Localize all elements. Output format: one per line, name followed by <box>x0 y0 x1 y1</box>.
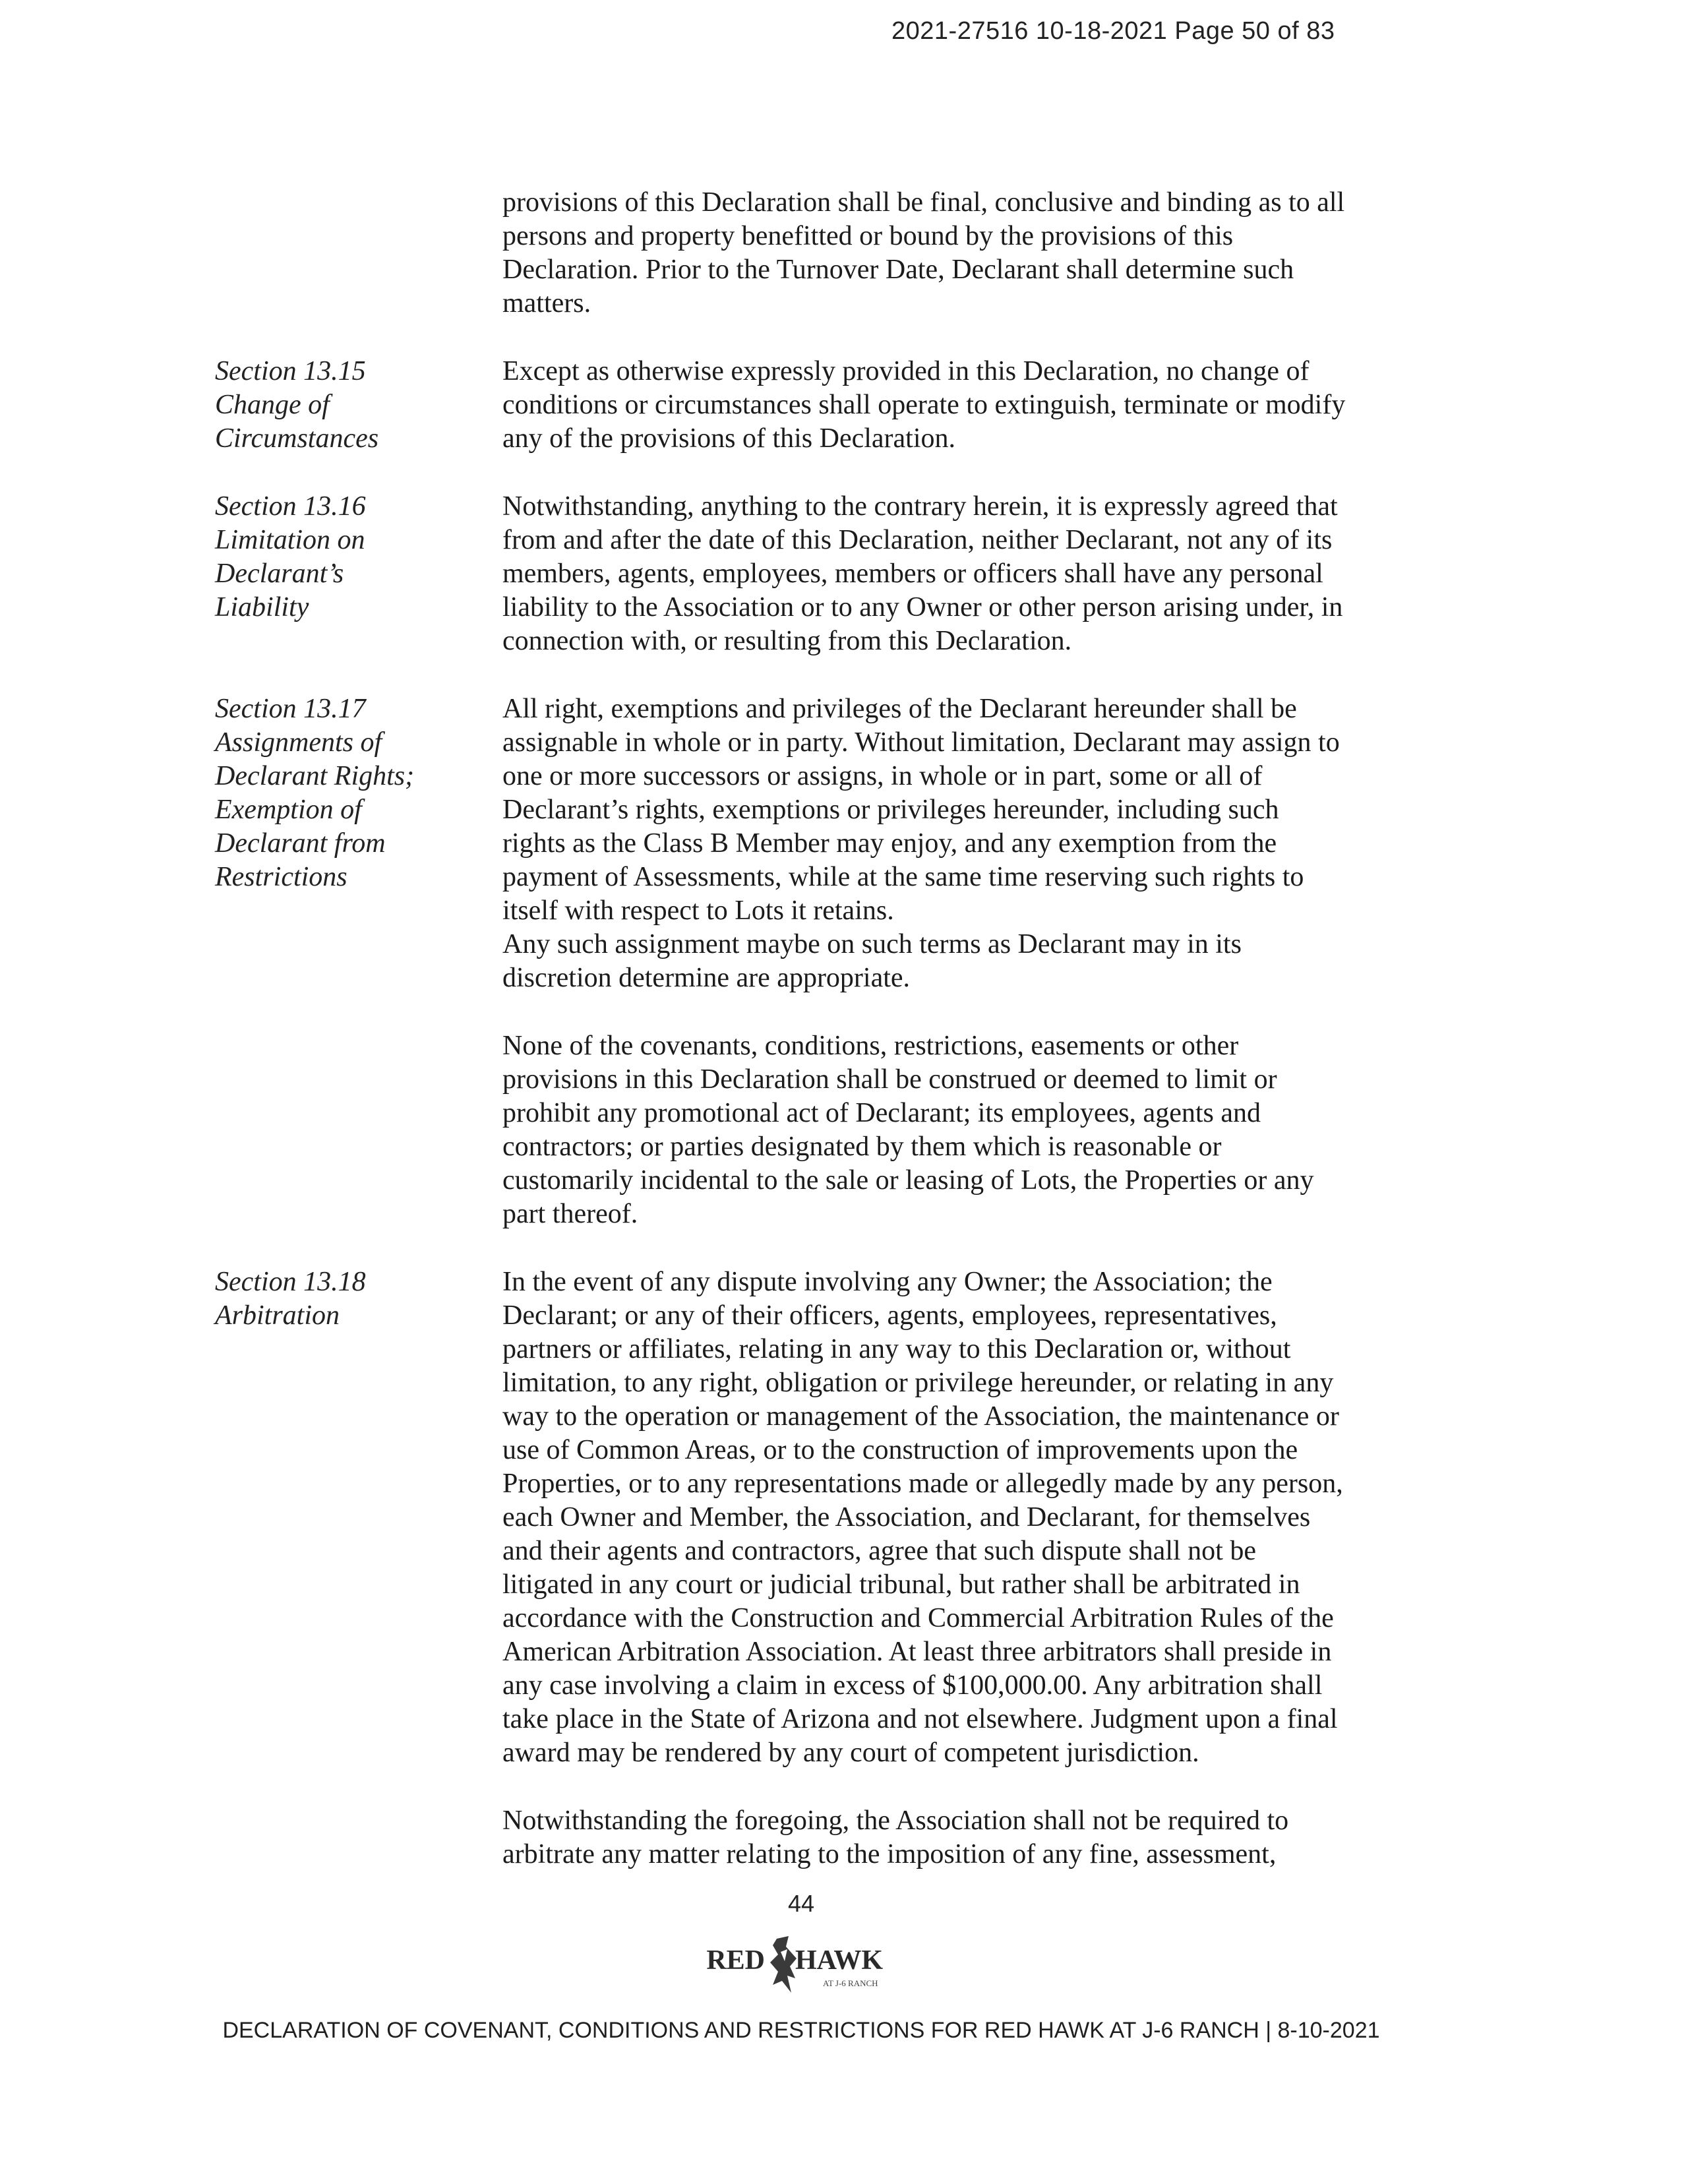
section-heading-line: Circumstances <box>215 423 379 454</box>
section-body <box>502 692 1415 1231</box>
section-heading-line: Liability <box>215 592 309 622</box>
section-heading-line: Limitation on <box>215 525 365 555</box>
text-line: liability to the Association or to any Owner or other person arising under, in <box>502 592 1343 622</box>
text-line: litigated in any court or judicial tribunal, but rather shall be arbitrated in <box>502 1569 1300 1600</box>
text-line: Except as otherwise expressly provided in this Declaration, no change of <box>502 356 1310 386</box>
text-line: Properties, or to any representations made or allegedly made by any person, <box>502 1469 1343 1499</box>
intro-row <box>215 186 1415 320</box>
text-line: members, agents, employees, members or officers shall have any personal <box>502 559 1323 589</box>
text-line: provisions in this Declaration shall be construed or deemed to limit or <box>502 1064 1277 1095</box>
section-heading-line: Exemption of <box>215 795 362 825</box>
text-line: from and after the date of this Declaration, neither Declarant, not any of its <box>502 525 1333 555</box>
text-line: award may be rendered by any court of competent jurisdiction. <box>502 1738 1199 1768</box>
text-line: one or more successors or assigns, in whole or in part, some or all of <box>502 761 1263 791</box>
text-line: Declaration. Prior to the Turnover Date, Declarant shall determine such <box>502 255 1294 285</box>
intro-side-spacer <box>215 186 502 320</box>
section-heading-line: Declarant’s <box>215 559 344 589</box>
spacer <box>502 995 1415 1029</box>
text-line: each Owner and Member, the Association, and Declarant, for themselves <box>502 1502 1311 1532</box>
text-line: matters. <box>502 288 591 318</box>
text-line: All right, exemptions and privileges of the Declarant hereunder shall be <box>502 694 1297 724</box>
section-heading <box>215 1265 502 1871</box>
document-footer: DECLARATION OF COVENANT, CONDITIONS AND RESTRICTIONS FOR RED HAWK AT J-6 RANCH | 8-10-2021 <box>222 2018 1380 2043</box>
text-line: In the event of any dispute involving any Owner; the Association; the <box>502 1267 1273 1297</box>
section-heading-line: Arbitration <box>215 1300 340 1331</box>
section-heading-line: Declarant Rights; <box>215 761 415 791</box>
logo-word-left: RED <box>706 1945 765 1976</box>
text-line: Declarant’s rights, exemptions or privileges hereunder, including such <box>502 795 1279 825</box>
text-line: discretion determine are appropriate. <box>502 963 911 993</box>
section-heading-line: Section 13.18 <box>215 1267 366 1297</box>
text-line: American Arbitration Association. At least three arbitrators shall preside in <box>502 1637 1332 1667</box>
paragraph <box>502 692 1415 995</box>
paragraph <box>502 1265 1415 1770</box>
intro-paragraph <box>502 186 1415 320</box>
red-hawk-logo <box>704 1932 902 1998</box>
section-body <box>502 355 1415 456</box>
section-heading <box>215 490 502 658</box>
section-13-16 <box>215 490 1415 658</box>
text-line: Notwithstanding, anything to the contrary herein, it is expressly agreed that <box>502 491 1338 522</box>
text-line: rights as the Class B Member may enjoy, and any exemption from the <box>502 828 1277 859</box>
spacer <box>215 1231 1415 1265</box>
hawk-logo-icon <box>704 1932 902 1998</box>
text-line: payment of Assessments, while at the same time reserving such rights to <box>502 862 1304 892</box>
text-line: persons and property benefitted or bound by the provisions of this <box>502 221 1234 251</box>
section-heading-line: Section 13.16 <box>215 491 366 522</box>
text-line: use of Common Areas, or to the construction of improvements upon the <box>502 1435 1298 1465</box>
text-line: prohibit any promotional act of Declarant; its employees, agents and <box>502 1098 1261 1128</box>
section-heading-line: Change of <box>215 390 330 420</box>
section-heading-line: Declarant from <box>215 828 386 859</box>
text-line: take place in the State of Arizona and not elsewhere. Judgment upon a final <box>502 1704 1338 1734</box>
text-line: assignable in whole or in party. Without limitation, Declarant may assign to <box>502 727 1340 758</box>
text-line: provisions of this Declaration shall be final, conclusive and binding as to all <box>502 187 1345 218</box>
spacer <box>215 320 1415 355</box>
text-line: partners or affiliates, relating in any way to this Declaration or, without <box>502 1334 1291 1364</box>
text-line: Any such assignment maybe on such terms as Declarant may in its <box>502 929 1242 959</box>
text-line: arbitrate any matter relating to the imposition of any fine, assessment, <box>502 1839 1277 1869</box>
text-line: conditions or circumstances shall operate to extinguish, terminate or modify <box>502 390 1346 420</box>
section-13-17 <box>215 692 1415 1231</box>
section-body <box>502 1265 1415 1871</box>
recording-stamp: 2021-27516 10-18-2021 Page 50 of 83 <box>891 17 1335 45</box>
logo-word-right: HAWK <box>795 1945 884 1976</box>
section-heading-line: Restrictions <box>215 862 347 892</box>
text-line: accordance with the Construction and Commercial Arbitration Rules of the <box>502 1603 1334 1633</box>
spacer <box>502 1770 1415 1804</box>
section-heading-line: Assignments of <box>215 727 382 758</box>
section-13-15 <box>215 355 1415 456</box>
section-heading-line: Section 13.15 <box>215 356 366 386</box>
text-line: and their agents and contractors, agree that such dispute shall not be <box>502 1536 1256 1566</box>
text-line: contractors; or parties designated by them which is reasonable or <box>502 1132 1222 1162</box>
text-line: way to the operation or management of the Association, the maintenance or <box>502 1401 1339 1432</box>
spacer <box>215 658 1415 692</box>
text-line: customarily incidental to the sale or leasing of Lots, the Properties or any <box>502 1165 1314 1196</box>
page-number: 44 <box>787 1890 815 1917</box>
paragraph <box>502 1804 1415 1871</box>
paragraph <box>502 1029 1415 1231</box>
text-line: connection with, or resulting from this Declaration. <box>502 626 1072 656</box>
spacer <box>215 456 1415 490</box>
text-line: itself with respect to Lots it retains. <box>502 895 894 926</box>
text-line: Declarant; or any of their officers, agents, employees, representatives, <box>502 1300 1277 1331</box>
section-body <box>502 490 1415 658</box>
logo-tagline: AT J-6 RANCH <box>823 1978 878 1988</box>
text-line: any case involving a claim in excess of $100,000.00. Any arbitration shall <box>502 1670 1323 1701</box>
paragraph <box>502 490 1415 658</box>
section-heading <box>215 692 502 1231</box>
document-body <box>215 186 1415 1871</box>
text-line: limitation, to any right, obligation or privilege hereunder, or relating in any <box>502 1368 1334 1398</box>
section-13-18 <box>215 1265 1415 1871</box>
paragraph <box>502 355 1415 456</box>
text-line: Notwithstanding the foregoing, the Association shall not be required to <box>502 1805 1289 1836</box>
text-line: part thereof. <box>502 1199 638 1229</box>
text-line: None of the covenants, conditions, restrictions, easements or other <box>502 1031 1239 1061</box>
text-line: any of the provisions of this Declaration. <box>502 423 956 454</box>
section-heading <box>215 355 502 456</box>
section-heading-line: Section 13.17 <box>215 694 366 724</box>
